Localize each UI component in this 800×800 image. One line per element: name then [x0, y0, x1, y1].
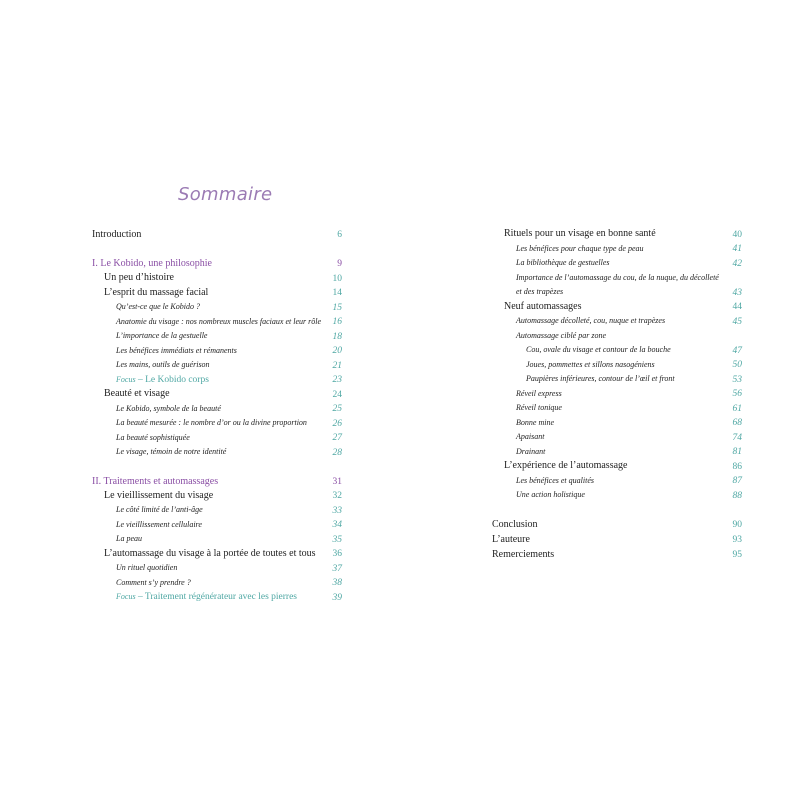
page-number: 53	[732, 374, 742, 385]
toc-entry	[92, 416, 342, 431]
page-number: 33	[332, 505, 342, 516]
page-number: 38	[332, 578, 342, 588]
page-number: 93	[732, 534, 742, 545]
toc-entry	[492, 474, 742, 489]
page-number: 37	[332, 563, 342, 574]
toc-entry-title	[116, 373, 342, 388]
toc-entry-title: La bibliothèque de gestuelles	[516, 258, 610, 267]
toc-entry-title: Le visage, témoin de notre identité	[116, 447, 227, 456]
toc-entry	[92, 387, 342, 402]
section-spacer	[92, 460, 342, 474]
page-number: 36	[332, 549, 342, 559]
toc-entry	[92, 286, 342, 301]
toc-entry-title: Importance de l’automassage du cou, de la nuque, du décolleté et des trapèzes	[516, 272, 719, 296]
page-number: 14	[332, 288, 342, 298]
toc-entry	[492, 300, 742, 315]
toc-entry	[92, 489, 342, 504]
toc-entry-title: Cou, ovale du visage et contour de la bouche	[526, 345, 671, 354]
toc-entry-title: I. Le Kobido, une philosophie	[92, 258, 212, 269]
toc-entry	[492, 358, 742, 373]
page-number: 31	[332, 476, 342, 487]
page-number: 23	[332, 375, 342, 385]
toc-entry	[492, 387, 742, 402]
toc-entry	[92, 576, 342, 591]
toc-entry-title: Réveil express	[516, 388, 562, 398]
toc-entry	[492, 343, 742, 358]
toc-entry	[92, 518, 342, 533]
toc-entry	[92, 532, 342, 547]
toc-entry	[492, 227, 742, 242]
toc-entry	[92, 344, 342, 359]
page-number: 87	[732, 476, 742, 486]
page-number: 32	[332, 491, 342, 501]
toc-entry	[492, 459, 742, 474]
toc-entry-title: Un rituel quotidien	[116, 563, 178, 572]
toc-entry-title: Neuf automassages	[504, 300, 582, 312]
toc-entry	[92, 431, 342, 446]
toc-entry-title: Qu’est-ce que le Kobido ?	[116, 302, 200, 311]
toc-focus-entry	[92, 373, 342, 388]
toc-entry	[92, 547, 342, 562]
toc-entry	[492, 517, 742, 532]
toc-entry-title: Une action holistique	[516, 490, 585, 499]
toc-entry-title: Les bénéfices pour chaque type de peau	[516, 243, 644, 253]
page-number: 34	[332, 520, 342, 530]
toc-entry-title: Paupières inférieures, contour de l’œil et front	[526, 374, 675, 383]
page-number: 90	[732, 519, 742, 530]
toc-entry-title: La beauté mesurée : le nombre d’or ou la divine proportion	[116, 418, 307, 427]
page-number: 95	[732, 549, 742, 560]
toc-entry-title: Un peu d’histoire	[104, 272, 174, 283]
toc-entry-title: Le Kobido, symbole de la beauté	[116, 403, 221, 413]
toc-entry	[492, 242, 742, 257]
page-number: 26	[332, 418, 342, 429]
page-number: 6	[337, 230, 342, 240]
toc-entry-title: L’esprit du massage facial	[104, 286, 209, 298]
toc-focus-entry	[92, 590, 342, 605]
toc-entry	[492, 488, 742, 503]
toc-entry-title: Les bénéfices et qualités	[516, 475, 594, 485]
toc-entry	[92, 358, 342, 373]
toc-entry-title: Automassage ciblé par zone	[516, 330, 606, 340]
page-number: 39	[332, 592, 342, 603]
page-number: 50	[732, 360, 742, 370]
toc-entry	[492, 445, 742, 460]
toc-entry-title: Joues, pommettes et sillons nasogéniens	[526, 359, 655, 369]
page-number: 88	[732, 490, 742, 501]
toc-entry	[492, 416, 742, 431]
page-number: 42	[732, 258, 742, 269]
toc-entry-title: Le vieillissement cellulaire	[116, 519, 202, 529]
focus-title: – Traitement régénérateur avec les pierres	[135, 592, 297, 602]
page-number: 10	[332, 273, 342, 284]
toc-part-heading	[92, 474, 342, 489]
page-number: 20	[332, 346, 342, 356]
toc-entry	[92, 271, 342, 286]
page-title: Sommaire	[178, 184, 273, 205]
page-number: 41	[732, 244, 742, 254]
toc-entry-title: L’importance de la gestuelle	[116, 331, 208, 340]
toc-entry	[92, 329, 342, 344]
page-number: 61	[732, 403, 742, 414]
toc-entry-title	[116, 590, 342, 605]
page-number: 35	[332, 534, 342, 545]
toc-entry-title: Drainant	[516, 446, 546, 456]
page-number: 45	[732, 316, 742, 327]
toc-entry	[92, 315, 342, 330]
toc-entry	[492, 532, 742, 547]
page-number: 68	[732, 418, 742, 428]
toc-entry	[492, 547, 742, 562]
toc-entry-title: Rituels pour un visage en bonne santé	[504, 228, 656, 239]
toc-entry	[92, 561, 342, 576]
page-number: 16	[332, 317, 342, 327]
page-number: 43	[732, 287, 742, 298]
page-number: 27	[332, 433, 342, 443]
toc-entry-title: Beauté et visage	[104, 388, 170, 399]
toc-part-heading	[92, 256, 342, 271]
page-number: 74	[732, 432, 742, 443]
toc-entry-title: La beauté sophistiquée	[116, 432, 190, 442]
section-spacer	[92, 242, 342, 256]
toc-entry	[492, 430, 742, 445]
page-number: 9	[337, 259, 342, 269]
toc-entry	[92, 300, 342, 315]
page-number: 15	[332, 302, 342, 313]
toc-entry-title: Remerciements	[492, 548, 555, 560]
toc-entry-title: Les bénéfices immédiats et rémanents	[116, 345, 237, 355]
toc-entry	[492, 401, 742, 416]
focus-label: Focus	[116, 374, 136, 384]
page-number: 28	[332, 447, 342, 458]
toc-entry	[92, 503, 342, 518]
toc-entry	[92, 227, 342, 242]
toc-entry-title: Introduction	[92, 229, 142, 240]
toc-entry	[492, 256, 742, 271]
page-number: 25	[332, 404, 342, 414]
toc-entry-title: L’auteure	[492, 533, 530, 545]
toc-entry-title: Les mains, outils de guérison	[116, 360, 210, 369]
toc-entry-title: Comment s’y prendre ?	[116, 577, 191, 587]
toc-entry-title: Le vieillissement du visage	[104, 489, 214, 501]
toc-entry-title: Conclusion	[492, 518, 538, 530]
page-number: 81	[732, 447, 742, 457]
toc-entry-title: Apaisant	[516, 432, 545, 441]
section-spacer	[492, 503, 742, 517]
page-number: 21	[332, 360, 342, 371]
toc-entry	[492, 329, 742, 344]
toc-entry-title: L’expérience de l’automassage	[504, 460, 628, 471]
focus-title: – Le Kobido corps	[135, 374, 209, 385]
toc-entry	[92, 445, 342, 460]
focus-label: Focus	[116, 592, 136, 601]
toc-entry-title: Le côté limité de l’anti-âge	[116, 505, 203, 514]
page-number: 44	[732, 302, 742, 312]
page-number: 47	[732, 345, 742, 356]
page-number: 40	[732, 229, 742, 240]
toc-entry-title: Automassage décolleté, cou, nuque et trapèzes	[516, 316, 666, 325]
toc-left-column	[92, 227, 342, 605]
toc-entry-title: II. Traitements et automassages	[92, 475, 219, 487]
toc-entry-title: La peau	[116, 534, 142, 543]
toc-entry	[492, 271, 742, 300]
page-number: 24	[332, 389, 342, 400]
toc-entry-title: Bonne mine	[516, 417, 554, 427]
toc-right-column	[492, 227, 742, 562]
page-number: 56	[732, 389, 742, 399]
toc-entry-title: L’automassage du visage à la portée de toutes et tous	[104, 547, 316, 559]
page-number: 86	[732, 461, 742, 472]
page-number: 18	[332, 331, 342, 342]
toc-entry	[492, 372, 742, 387]
toc-entry	[92, 402, 342, 417]
toc-entry	[492, 314, 742, 329]
toc-entry-title: Anatomie du visage : nos nombreux muscles faciaux et leur rôle	[116, 316, 321, 326]
toc-entry-title: Réveil tonique	[516, 403, 562, 412]
